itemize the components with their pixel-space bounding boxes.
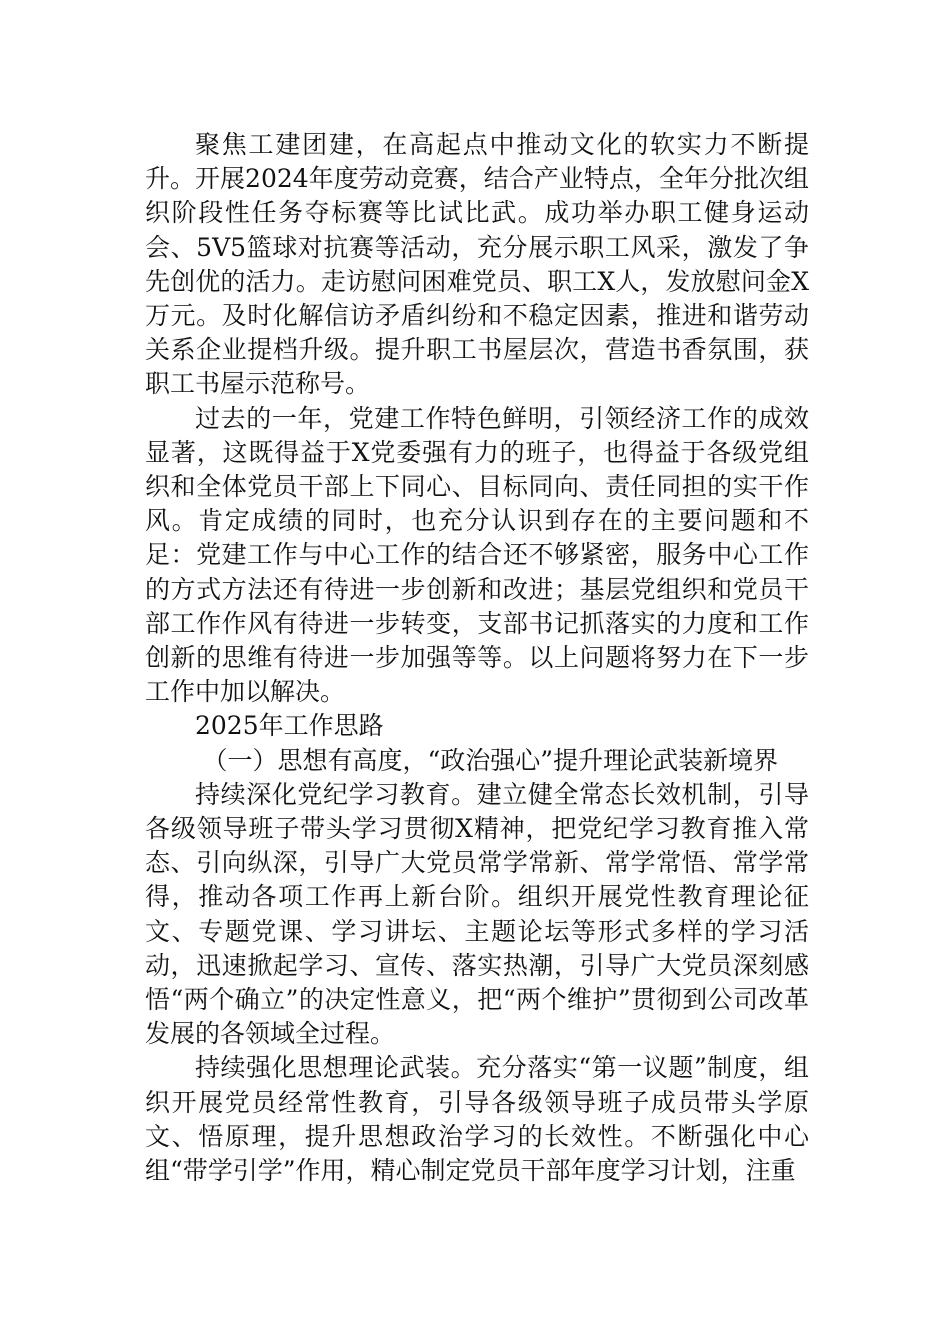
paragraph-summary: 过去的一年，党建工作特色鲜明，引领经济工作的成效显著，这既得益于X党委强有力的班子，也得益于各级党组织和全体党员干部上下同心、目标同向、责任同担的实干作风。肯定成绩的同时，也充分认识到存在的主要问题和不足：党建工作与中心工作的结合还不够紧密，服务中心工作的方式方法还有待进一步创新和改进；基层党组织和党员干部工作作风有待进一步转变，支部书记抓落实的力度和工作创新的思维有待进一步加强等等。以上问题将努力在下一步工作中加以解决。 <box>145 403 809 707</box>
paragraph-theory: 持续强化思想理论武装。充分落实“第一议题”制度，组织开展党员经常性教育，引导各级领导班子成员带头学原文、悟原理，提升思想政治学习的长效性。不断强化中心组“带学引学”作用，精心制定党员干部年度学习计划，注重 <box>145 1053 809 1186</box>
document-body <box>145 128 809 1188</box>
paragraph-culture: 聚焦工建团建，在高起点中推动文化的软实力不断提升。开展2024年度劳动竞赛，结合产业特点，全年分批次组织阶段性任务夺标赛等比试比武。成功举办职工健身运动会、5V5篮球对抗赛等活动，充分展示职工风采，激发了争先创优的活力。走访慰问困难党员、职工X人，发放慰问金X万元。及时化解信访矛盾纠纷和不稳定因素，推进和谐劳动关系企业提档升级。提升职工书屋层次，营造书香氛围，获职工书屋示范称号。 <box>145 130 809 399</box>
section-subheading: （一）思想有高度，“政治强心”提升理论武装新境界 <box>202 745 779 775</box>
section-heading: 2025年工作思路 <box>195 711 384 741</box>
paragraph-party-discipline: 持续深化党纪学习教育。建立健全常态长效机制，引导各级领导班子带头学习贯彻X精神，把党纪学习教育推入常态、引向纵深，引导广大党员常学常新、常学常悟、常学常得，推动各项工作再上新台阶。组织开展党性教育理论征文、专题党课、学习讲坛、主题论坛等形式多样的学习活动，迅速掀起学习、宣传、落实热潮，引导广大党员深刻感悟“两个确立”的决定性意义，把“两个维护”贯彻到公司改革发展的各领域全过程。 <box>145 779 809 1049</box>
